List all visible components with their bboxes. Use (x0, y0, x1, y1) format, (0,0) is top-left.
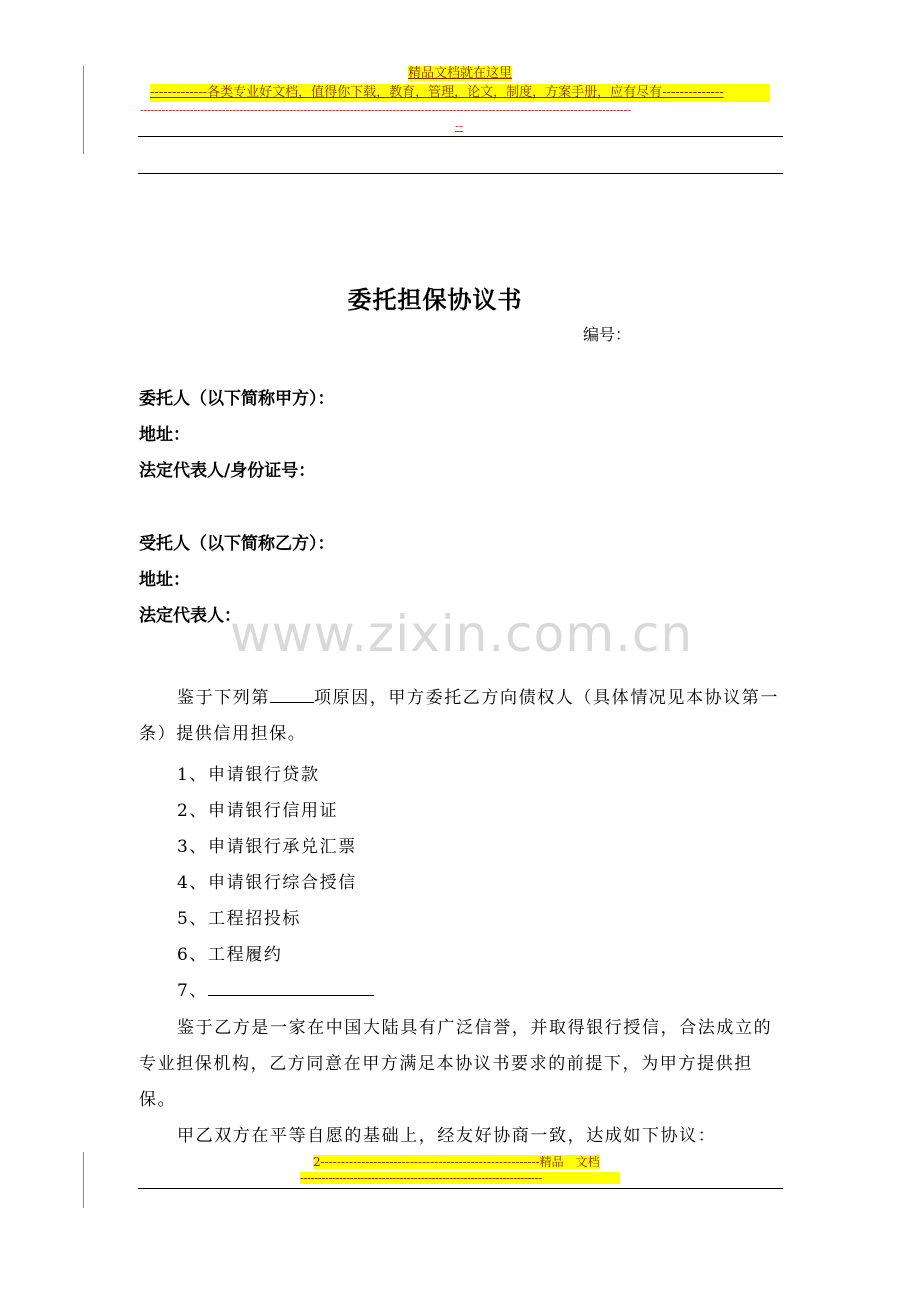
party-a-address-label: 地址： (139, 425, 190, 445)
document-number-label: 编号： (583, 325, 632, 344)
list-item: 4、申请银行综合授信 (177, 873, 357, 893)
header-dash-tail: -- (455, 119, 464, 133)
header-dash-line: ------------------------------------------------------------------------------------------------------------------------------------------ (140, 103, 631, 117)
party-b-rep-label: 法定代表人： (139, 606, 241, 626)
header-ad-text: -------------各类专业好文档，值得你下载，教育，管理，论文，制度，方案手册，应有尽有-------------- (150, 84, 770, 102)
reason-number-blank (270, 684, 314, 703)
list-item: 6、工程履约 (177, 945, 283, 965)
header-rule-2 (138, 173, 783, 174)
para1-prefix: 鉴于下列第 (177, 688, 270, 708)
watermark: www.zixin.com.cn (230, 605, 694, 663)
party-b-address-label: 地址： (139, 570, 190, 590)
footer-line-1: 2------------------------------------------------------精品 文档 (313, 1155, 600, 1169)
party-a-name-label: 委托人（以下简称甲方）： (139, 389, 335, 409)
party-b-name-label: 受托人（以下简称乙方）： (139, 534, 335, 554)
list-item-other (177, 976, 374, 1001)
header-rule-1 (138, 136, 783, 137)
margin-mark-bottom (83, 1152, 84, 1208)
list-item: 5、工程招投标 (177, 909, 302, 929)
paragraph-reasons (139, 680, 779, 752)
other-reason-blank (208, 977, 374, 996)
header-top-label: 精品文档就在这里 (407, 66, 512, 81)
party-a-rep-label: 法定代表人/身份证号： (139, 461, 316, 481)
list-item: 3、申请银行承兑汇票 (177, 837, 357, 857)
paragraph-guarantor: 鉴于乙方是一家在中国大陆具有广泛信誉，并取得银行授信，合法成立的专业担保机构，乙方同意在甲方满足本协议书要求的前提下，为甲方提供担保。 (139, 1018, 773, 1110)
paragraph-agreement: 甲乙双方在平等自愿的基础上，经友好协商一致，达成如下协议： (177, 1126, 717, 1146)
list-item: 2、申请银行信用证 (177, 801, 339, 821)
para1-suffix: 项原因，甲方委托乙方向债权人（具体情况见本协议第一条）提供信用担保。 (139, 688, 779, 744)
list-item: 1、申请银行贷款 (177, 765, 320, 785)
footer-rule (138, 1188, 783, 1189)
page-title: 委托担保协议书 (347, 286, 523, 314)
footer-line-2: -------------------------------------------------------------------- (300, 1172, 620, 1184)
header-banner (0, 66, 920, 82)
list-item-other-label: 7、 (177, 981, 209, 1001)
